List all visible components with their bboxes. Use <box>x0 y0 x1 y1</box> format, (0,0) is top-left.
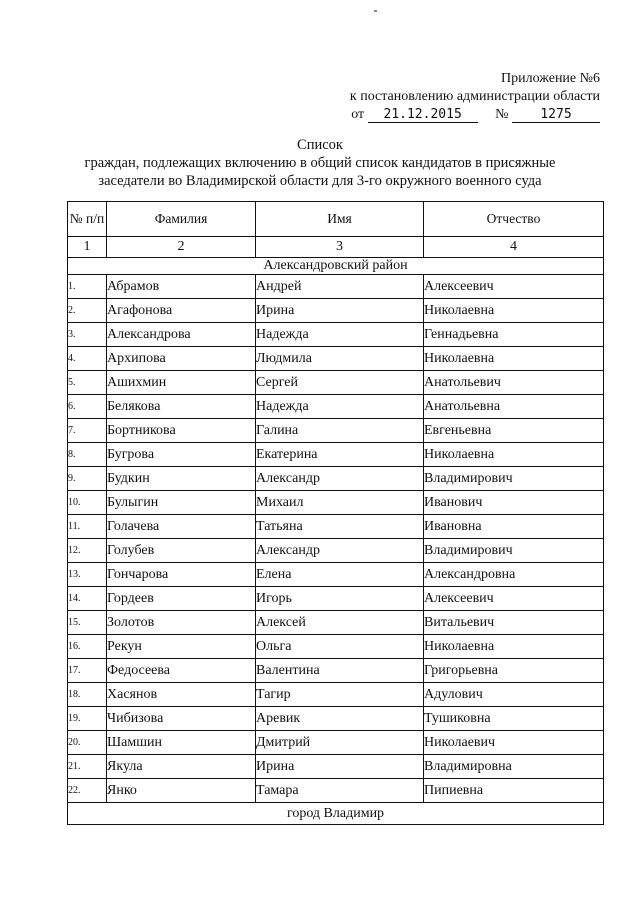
patronymic: Александровна <box>424 563 604 587</box>
last-name: Голачева <box>107 515 256 539</box>
table-row <box>68 443 604 467</box>
patronymic: Алексеевич <box>424 275 604 299</box>
last-name: Архипова <box>107 347 256 371</box>
column-number-row <box>68 237 604 258</box>
table-row <box>68 275 604 299</box>
row-number: 18. <box>68 683 107 707</box>
appendix-date-number <box>300 106 600 124</box>
patronymic: Николаевна <box>424 443 604 467</box>
decree-number: 1275 <box>512 107 600 123</box>
table-row <box>68 563 604 587</box>
row-number: 3. <box>68 323 107 347</box>
row-number: 2. <box>68 299 107 323</box>
last-name: Бортникова <box>107 419 256 443</box>
last-name: Рекун <box>107 635 256 659</box>
row-number: 11. <box>68 515 107 539</box>
row-number: 22. <box>68 779 107 803</box>
patronymic: Анатольевич <box>424 371 604 395</box>
appendix-header <box>300 70 600 124</box>
row-number: 19. <box>68 707 107 731</box>
patronymic: Тушиковна <box>424 707 604 731</box>
row-number: 9. <box>68 467 107 491</box>
row-number: 14. <box>68 587 107 611</box>
last-name: Гончарова <box>107 563 256 587</box>
header-last-name: Фамилия <box>107 202 256 237</box>
table-row <box>68 659 604 683</box>
row-number: 12. <box>68 539 107 563</box>
candidates-table <box>67 201 604 825</box>
patronymic: Николаевич <box>424 731 604 755</box>
patronymic: Николаевна <box>424 635 604 659</box>
first-name: Ирина <box>256 299 424 323</box>
first-name: Ирина <box>256 755 424 779</box>
patronymic: Владимирович <box>424 539 604 563</box>
last-name: Абрамов <box>107 275 256 299</box>
column-number: 4 <box>424 237 604 258</box>
first-name: Тагир <box>256 683 424 707</box>
table-row <box>68 347 604 371</box>
row-number: 8. <box>68 443 107 467</box>
patronymic: Алексеевич <box>424 587 604 611</box>
table-header-row <box>68 202 604 237</box>
patronymic: Николаевна <box>424 299 604 323</box>
first-name: Михаил <box>256 491 424 515</box>
first-name: Людмила <box>256 347 424 371</box>
header-first-name: Имя <box>256 202 424 237</box>
first-name: Игорь <box>256 587 424 611</box>
last-name: Бугрова <box>107 443 256 467</box>
first-name: Надежда <box>256 323 424 347</box>
first-name: Андрей <box>256 275 424 299</box>
table-row <box>68 635 604 659</box>
patronymic: Николаевна <box>424 347 604 371</box>
first-name: Дмитрий <box>256 731 424 755</box>
table-row <box>68 587 604 611</box>
table-row <box>68 515 604 539</box>
table-row <box>68 299 604 323</box>
last-name: Хасянов <box>107 683 256 707</box>
table-row <box>68 755 604 779</box>
last-name: Федосеева <box>107 659 256 683</box>
district-name: город Владимир <box>68 803 604 825</box>
row-number: 4. <box>68 347 107 371</box>
last-name: Шамшин <box>107 731 256 755</box>
number-prefix: № <box>495 107 509 122</box>
patronymic: Адулович <box>424 683 604 707</box>
last-name: Гордеев <box>107 587 256 611</box>
first-name: Тамара <box>256 779 424 803</box>
table-row <box>68 707 604 731</box>
patronymic: Анатольевна <box>424 395 604 419</box>
first-name: Галина <box>256 419 424 443</box>
district-row <box>68 258 604 275</box>
patronymic: Ивановна <box>424 515 604 539</box>
title-line-2: граждан, подлежащих включению в общий список кандидатов в присяжные <box>84 155 556 171</box>
table-row <box>68 683 604 707</box>
patronymic: Пипиевна <box>424 779 604 803</box>
column-number: 1 <box>68 237 107 258</box>
patronymic: Витальевич <box>424 611 604 635</box>
last-name: Булыгин <box>107 491 256 515</box>
table-row <box>68 611 604 635</box>
last-name: Ашихмин <box>107 371 256 395</box>
first-name: Александр <box>256 539 424 563</box>
row-number: 17. <box>68 659 107 683</box>
title-line-3: заседатели во Владимирской области для 3-го окружного военного суда <box>98 173 542 189</box>
table-row <box>68 323 604 347</box>
district-row <box>68 803 604 825</box>
row-number: 21. <box>68 755 107 779</box>
table-row <box>68 491 604 515</box>
table-row <box>68 419 604 443</box>
row-number: 1. <box>68 275 107 299</box>
last-name: Белякова <box>107 395 256 419</box>
first-name: Александр <box>256 467 424 491</box>
title-line-1: Список <box>297 137 343 153</box>
row-number: 7. <box>68 419 107 443</box>
first-name: Надежда <box>256 395 424 419</box>
row-number: 16. <box>68 635 107 659</box>
table-row <box>68 779 604 803</box>
patronymic: Григорьевна <box>424 659 604 683</box>
last-name: Янко <box>107 779 256 803</box>
decree-date: 21.12.2015 <box>368 107 478 123</box>
document-title <box>40 136 600 190</box>
header-patronymic: Отчество <box>424 202 604 237</box>
first-name: Аревик <box>256 707 424 731</box>
row-number: 10. <box>68 491 107 515</box>
table-row <box>68 539 604 563</box>
row-number: 6. <box>68 395 107 419</box>
patronymic: Евгеньевна <box>424 419 604 443</box>
last-name: Голубев <box>107 539 256 563</box>
table-row <box>68 371 604 395</box>
first-name: Елена <box>256 563 424 587</box>
table-row <box>68 395 604 419</box>
row-number: 20. <box>68 731 107 755</box>
last-name: Золотов <box>107 611 256 635</box>
patronymic: Иванович <box>424 491 604 515</box>
scan-speck <box>374 10 377 12</box>
appendix-reference: к постановлению администрации области <box>349 89 600 104</box>
header-no: № п/п <box>68 202 107 237</box>
patronymic: Владимирович <box>424 467 604 491</box>
first-name: Ольга <box>256 635 424 659</box>
first-name: Екатерина <box>256 443 424 467</box>
row-number: 5. <box>68 371 107 395</box>
first-name: Сергей <box>256 371 424 395</box>
column-number: 2 <box>107 237 256 258</box>
row-number: 15. <box>68 611 107 635</box>
last-name: Александрова <box>107 323 256 347</box>
first-name: Валентина <box>256 659 424 683</box>
table-row <box>68 467 604 491</box>
district-name: Александровский район <box>68 258 604 275</box>
row-number: 13. <box>68 563 107 587</box>
patronymic: Геннадьевна <box>424 323 604 347</box>
last-name: Якула <box>107 755 256 779</box>
date-prefix: от <box>351 107 365 122</box>
column-number: 3 <box>256 237 424 258</box>
first-name: Татьяна <box>256 515 424 539</box>
last-name: Чибизова <box>107 707 256 731</box>
appendix-title: Приложение №6 <box>501 71 600 86</box>
last-name: Агафонова <box>107 299 256 323</box>
last-name: Будкин <box>107 467 256 491</box>
table-row <box>68 731 604 755</box>
patronymic: Владимировна <box>424 755 604 779</box>
first-name: Алексей <box>256 611 424 635</box>
